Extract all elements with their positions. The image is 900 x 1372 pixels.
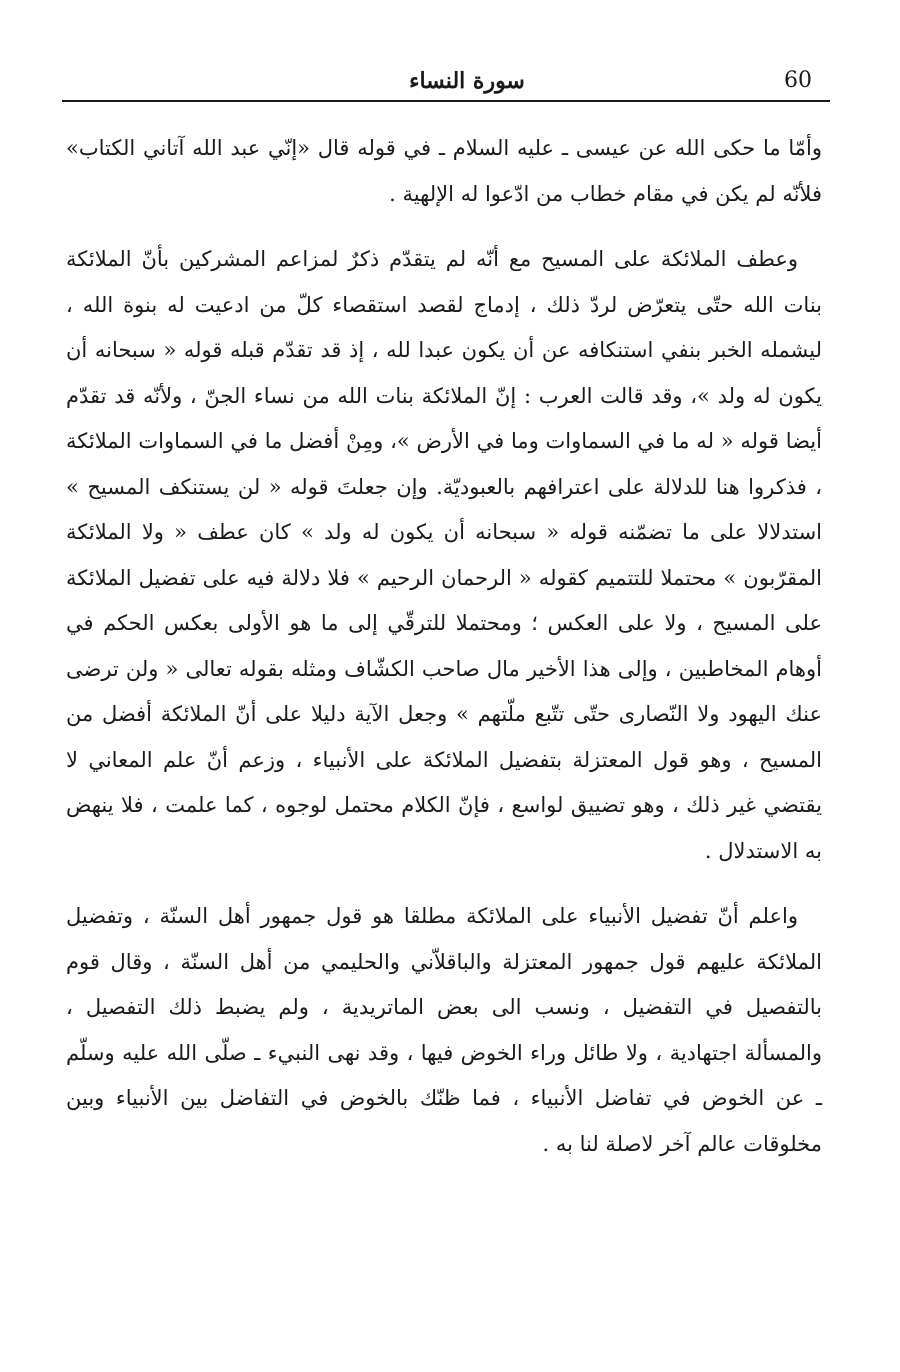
header-divider xyxy=(62,100,830,102)
paragraph-2: وعطف الملائكة على المسيح مع أنّه لم يتقدّم ذكرٌ لمزاعم المشركين بأنّ الملائكة بنات الله حتّى يتعرّض لردّ ذلك ، إدماج لقصد استقصاء كلّ من ادعيت له بنوة الله ، ليشمله الخبر بنفي استنكافه عن أن يكون عبدا لله ، إذ قد تقدّم قبله قوله « سبحانه أن يكون له ولد »، وقد قالت العرب : إنّ الملائكة بنات الله من نساء الجنّ ، ولأنّه قد تقدّم أيضا قوله « له ما في السماوات وما في الأرض »، ومِنْ أفضل ما في السماوات الملائكة ، فذكروا هنا للدلالة على اعترافهم بالعبوديّة. وإن جعلتَ قوله « لن يستنكف المسيح » استدلالا على ما تضمّنه قوله « سبحانه أن يكون له ولد » كان عطف « ولا الملائكة المقرّبون » محتملا للتتميم كقوله « الرحمان الرحيم » فلا دلالة فيه على تفضيل الملائكة على المسيح ، ولا على العكس ؛ ومحتملا للترقّي إلى ما هو الأولى بعكس الحكم في أوهام المخاطبين ، وإلى هذا الأخير مال صاحب الكشّاف ومثله بقوله تعالى « ولن ترضى عنك اليهود ولا النّصارى حتّى تتّبع ملّتهم » وجعل الآية دليلا على أنّ الملائكة أفضل من المسيح ، وهو قول المعتزلة بتفضيل الملائكة على الأنبياء ، وزعم أنّ علم المعاني لا يقتضي غير ذلك ، وهو تضييق لواسع ، فإنّ الكلام محتمل لوجوه ، كما علمت ، فلا ينهض به الاستدلال . xyxy=(66,247,822,863)
paragraph-gap xyxy=(66,874,822,894)
paragraph-gap xyxy=(66,217,822,237)
page-number: 60 xyxy=(784,68,812,93)
paragraph-3: واعلم أنّ تفضيل الأنبياء على الملائكة مطلقا هو قول جمهور أهل السنّة ، وتفضيل الملائكة عليهم قول جمهور المعتزلة والباقلاّني والحليمي من أهل السنّة ، وقال قوم بالتفصيل في التفضيل ، ونسب الى بعض الماتريدية ، ولم يضبط ذلك التفصيل ، والمسألة اجتهادية ، ولا طائل وراء الخوض فيها ، وقد نهى النبيء ـ صلّى الله عليه وسلّم ـ عن الخوض في تفاضل الأنبياء ، فما ظنّك بالخوض في التفاضل بين الأنبياء وبين مخلوقات عالم آخر لاصلة لنا به . xyxy=(66,904,822,1156)
page-header xyxy=(62,62,830,106)
surah-title: سورة النساء xyxy=(409,68,525,94)
tafsir-body xyxy=(66,126,822,1167)
paragraph-1: وأمّا ما حكى الله عن عيسى ـ عليه السلام ـ في قوله قال «إنّي عبد الله آتاني الكتاب» فلأنّه لم يكن في مقام خطاب من ادّعوا له الإلهية . xyxy=(66,136,822,206)
